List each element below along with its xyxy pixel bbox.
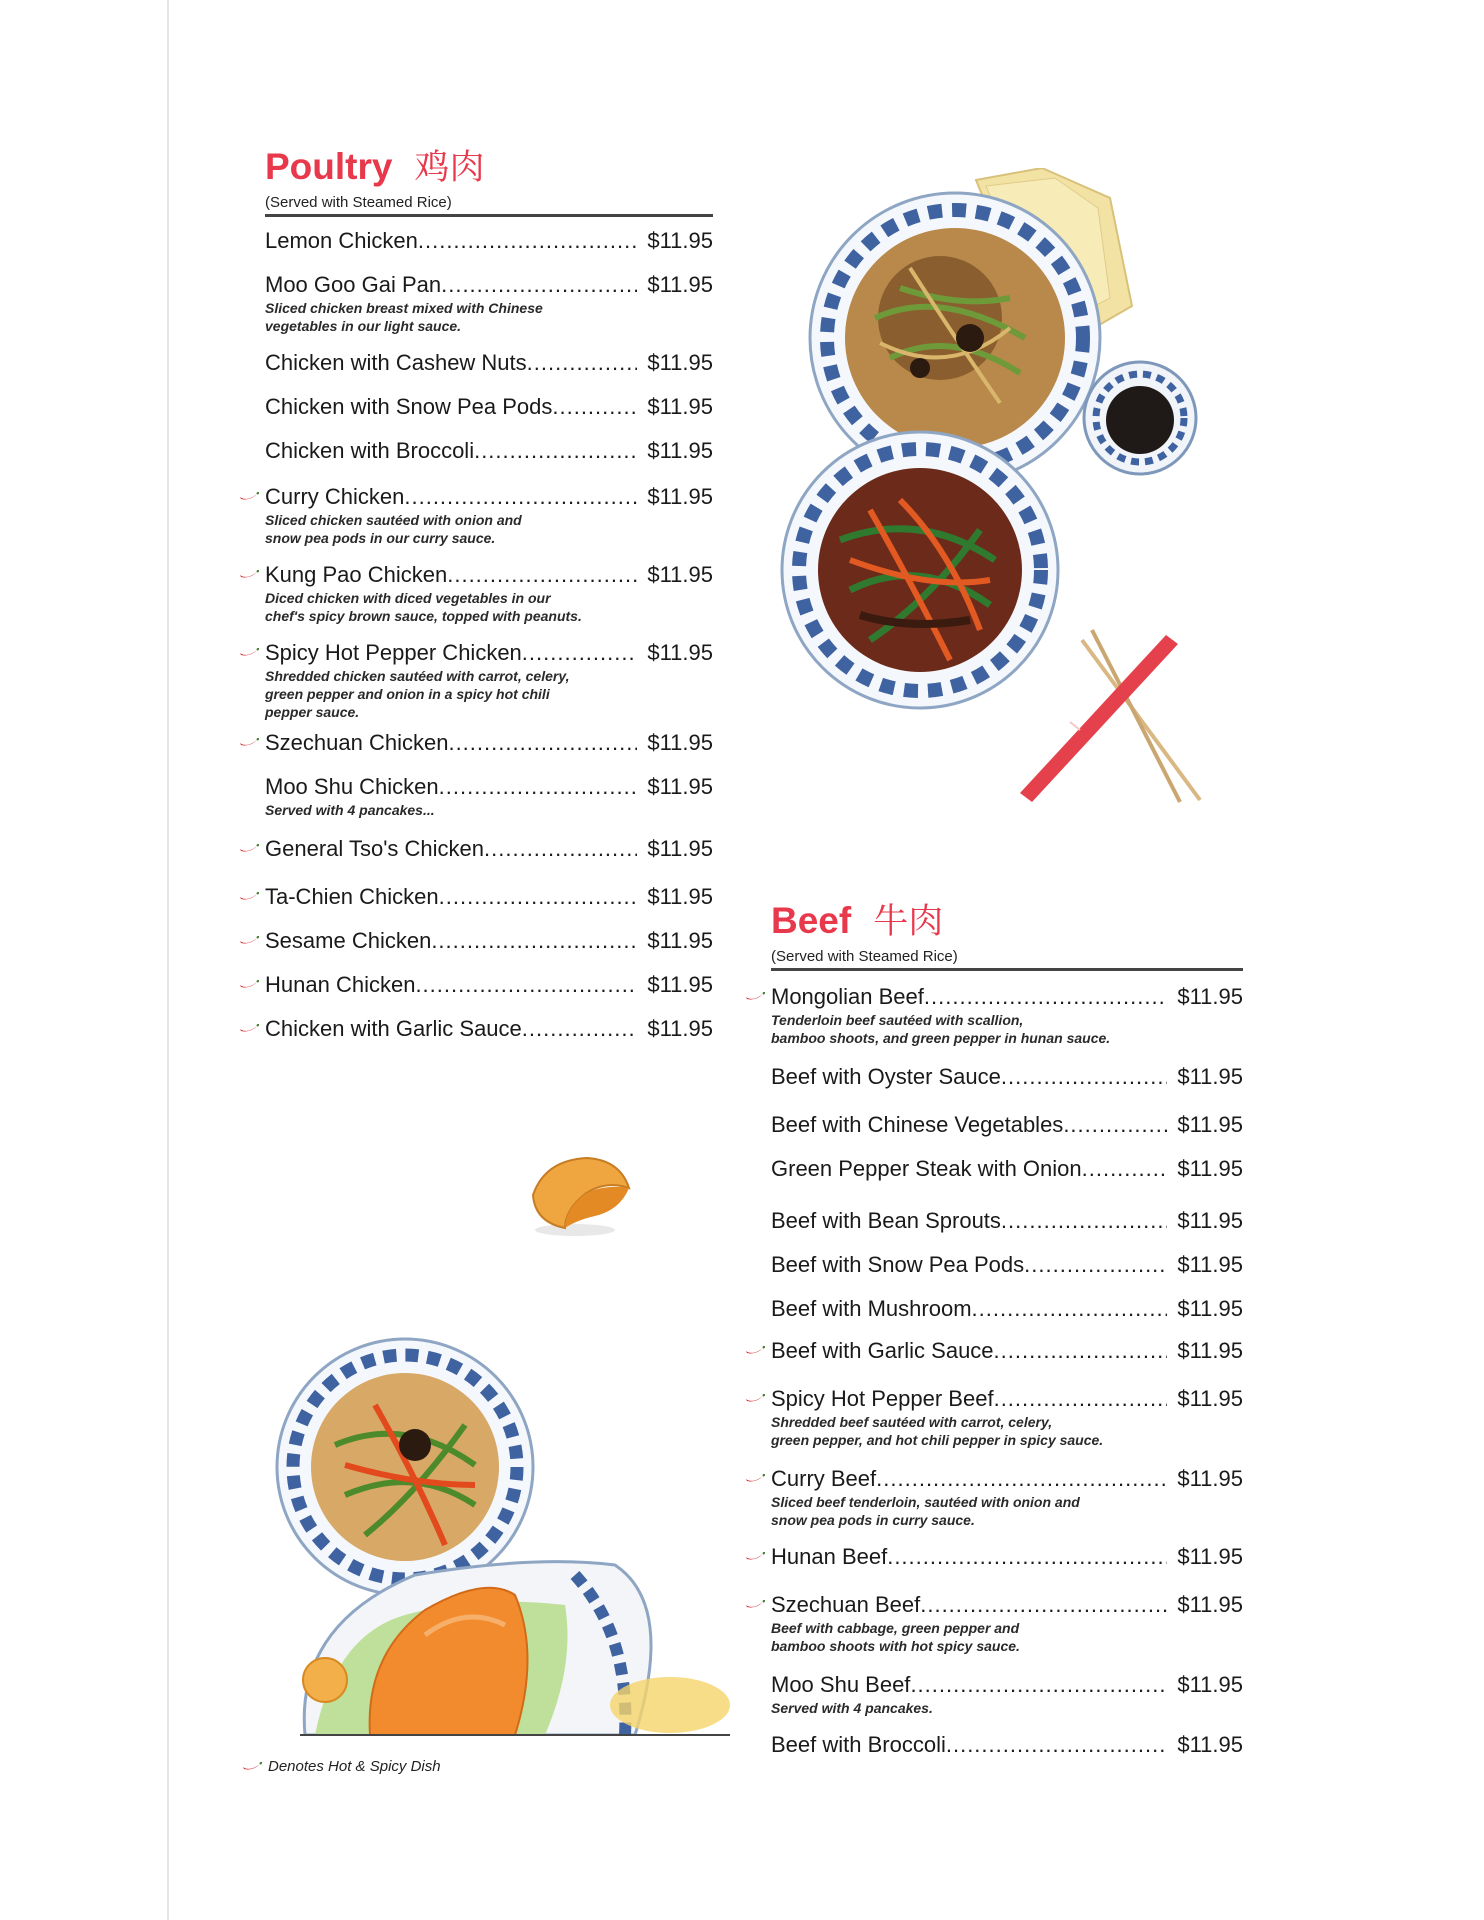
menu-item-price: $11.95	[647, 1016, 713, 1041]
menu-item-price: $11.95	[1177, 1252, 1243, 1277]
poultry-menu-item	[265, 394, 713, 420]
poultry-menu-item	[265, 928, 713, 954]
poultry-title-cn: 鸡肉	[414, 148, 485, 188]
dot-leader	[972, 1296, 1168, 1322]
menu-item-row	[771, 1386, 1243, 1412]
menu-item-name: Beef with Oyster Sauce	[771, 1064, 1001, 1089]
fortune-cookie-photo	[525, 1150, 635, 1240]
dot-leader	[447, 562, 637, 588]
menu-item-row	[265, 928, 713, 954]
menu-item-row	[265, 640, 713, 666]
beef-menu-item	[771, 1592, 1243, 1655]
menu-item-row	[265, 272, 713, 298]
menu-item-row	[771, 1156, 1243, 1182]
menu-item-price: $11.95	[1177, 1296, 1243, 1321]
menu-item-price: $11.95	[1177, 1064, 1243, 1089]
menu-item-row	[265, 438, 713, 464]
menu-item-price: $11.95	[1177, 1732, 1243, 1757]
poultry-menu-item	[265, 228, 713, 254]
menu-item-row	[265, 730, 713, 756]
chili-pepper-icon	[745, 1394, 765, 1404]
poultry-menu-item	[265, 730, 713, 756]
menu-item-price: $11.95	[1177, 1466, 1243, 1491]
dot-leader	[431, 928, 637, 954]
chili-pepper-icon	[239, 492, 259, 502]
dot-leader	[876, 1466, 1167, 1492]
menu-item-row	[771, 984, 1243, 1010]
menu-item-row	[771, 1338, 1243, 1364]
poultry-menu-item	[265, 272, 713, 335]
menu-item-row	[265, 774, 713, 800]
chili-pepper-icon	[745, 1600, 765, 1610]
menu-item-name: Curry Chicken	[265, 484, 405, 509]
menu-item-description: Served with 4 pancakes.	[771, 1700, 933, 1716]
menu-item-name: Hunan Beef	[771, 1544, 888, 1569]
shredded-beef-dish-photo	[780, 430, 1220, 820]
dot-leader	[484, 836, 637, 862]
menu-item-name: Beef with Mushroom	[771, 1296, 972, 1321]
menu-item-price: $11.95	[1177, 1672, 1243, 1697]
menu-item-row	[265, 394, 713, 420]
dot-leader	[994, 1386, 1168, 1412]
beef-menu-item	[771, 1064, 1243, 1090]
dot-leader	[924, 984, 1167, 1010]
chili-pepper-icon	[239, 1024, 259, 1034]
chili-pepper-icon	[242, 1762, 262, 1772]
footnote	[242, 1758, 441, 1775]
dot-leader	[1001, 1064, 1167, 1090]
menu-item-name: Beef with Bean Sprouts	[771, 1208, 1001, 1233]
menu-item-name: Moo Shu Beef	[771, 1672, 911, 1697]
beef-menu-item	[771, 984, 1243, 1047]
dot-leader	[522, 640, 638, 666]
dot-leader	[527, 350, 638, 376]
footnote-text: Denotes Hot & Spicy Dish	[268, 1758, 441, 1775]
menu-item-row	[771, 1544, 1243, 1570]
scan-edge	[167, 0, 169, 1920]
poultry-menu-item	[265, 774, 713, 819]
menu-item-name: Beef with Garlic Sauce	[771, 1338, 994, 1363]
bottom-rule	[300, 1734, 730, 1736]
poultry-title-en: Poultry	[265, 146, 393, 187]
menu-item-name: Curry Beef	[771, 1466, 877, 1491]
menu-item-price: $11.95	[647, 774, 713, 799]
dot-leader	[1082, 1156, 1168, 1182]
poultry-menu-item	[265, 1016, 713, 1042]
menu-item-price: $11.95	[647, 484, 713, 509]
poultry-menu-item	[265, 438, 713, 464]
chili-pepper-icon	[745, 992, 765, 1002]
menu-item-row	[265, 972, 713, 998]
menu-item-name: Lemon Chicken	[265, 228, 418, 253]
chili-pepper-icon	[745, 1346, 765, 1356]
menu-item-name: Beef with Snow Pea Pods	[771, 1252, 1025, 1277]
menu-item-description: Shredded beef sautéed with carrot, celery, green pepper, and hot chili pepper in spicy sauce.	[771, 1414, 1104, 1448]
dot-leader	[946, 1732, 1167, 1758]
menu-item-price: $11.95	[647, 394, 713, 419]
chili-pepper-icon	[239, 936, 259, 946]
menu-item-price: $11.95	[647, 972, 713, 997]
menu-item-price: $11.95	[1177, 1386, 1243, 1411]
dot-leader	[522, 1016, 638, 1042]
menu-item-price: $11.95	[647, 884, 713, 909]
dot-leader	[920, 1592, 1167, 1618]
menu-item-name: Mongolian Beef	[771, 984, 924, 1009]
menu-item-row	[771, 1672, 1243, 1698]
menu-item-name: Beef with Chinese Vegetables	[771, 1112, 1064, 1137]
menu-item-name: Chicken with Broccoli	[265, 438, 475, 463]
dot-leader	[910, 1672, 1167, 1698]
menu-item-row	[265, 562, 713, 588]
poultry-title	[265, 140, 713, 190]
dot-leader	[448, 730, 637, 756]
menu-item-description: Sliced beef tenderloin, sautéed with onion and snow pea pods in curry sauce.	[771, 1494, 1080, 1528]
menu-item-row	[265, 884, 713, 910]
menu-item-name: Chicken with Snow Pea Pods	[265, 394, 553, 419]
menu-item-name: Spicy Hot Pepper Beef	[771, 1386, 994, 1411]
menu-item-price: $11.95	[1177, 1544, 1243, 1569]
menu-item-price: $11.95	[647, 350, 713, 375]
menu-item-price: $11.95	[647, 438, 713, 463]
menu-item-name: Szechuan Chicken	[265, 730, 449, 755]
menu-item-row	[771, 1296, 1243, 1322]
beef-section	[771, 894, 1243, 1774]
menu-item-name: Sesame Chicken	[265, 928, 432, 953]
beef-menu-item	[771, 1544, 1243, 1570]
dot-leader	[1024, 1252, 1167, 1278]
beef-menu-item	[771, 1208, 1243, 1234]
beef-menu-item	[771, 1112, 1243, 1138]
menu-item-price: $11.95	[1177, 984, 1243, 1009]
dot-leader	[415, 972, 637, 998]
dot-leader	[887, 1544, 1167, 1570]
beef-menu-item	[771, 1252, 1243, 1278]
menu-item-name: Green Pepper Steak with Onion	[771, 1156, 1082, 1181]
menu-item-description: Served with 4 pancakes...	[265, 802, 435, 818]
dot-leader	[474, 438, 637, 464]
menu-item-row	[771, 1112, 1243, 1138]
menu-item-row	[265, 1016, 713, 1042]
menu-item-row	[771, 1208, 1243, 1234]
menu-item-price: $11.95	[647, 928, 713, 953]
menu-item-name: General Tso's Chicken	[265, 836, 485, 861]
menu-item-price: $11.95	[1177, 1156, 1243, 1181]
menu-item-description: Beef with cabbage, green pepper and bamboo shoots with hot spicy sauce.	[771, 1620, 1020, 1654]
menu-item-price: $11.95	[1177, 1592, 1243, 1617]
menu-item-price: $11.95	[647, 562, 713, 587]
menu-item-row	[771, 1732, 1243, 1758]
poultry-menu-item	[265, 836, 713, 862]
menu-item-row	[771, 1466, 1243, 1492]
dot-leader	[994, 1338, 1168, 1364]
menu-item-name: Ta-Chien Chicken	[265, 884, 439, 909]
menu-item-price: $11.95	[647, 836, 713, 861]
beef-menu-item	[771, 1732, 1243, 1758]
menu-item-row	[771, 1592, 1243, 1618]
poultry-menu-item	[265, 484, 713, 547]
poultry-menu-item	[265, 562, 713, 625]
chili-pepper-icon	[239, 844, 259, 854]
chili-pepper-icon	[239, 648, 259, 658]
poultry-note: (Served with Steamed Rice)	[265, 194, 452, 211]
beef-menu-item	[771, 1296, 1243, 1322]
menu-item-name: Moo Shu Chicken	[265, 774, 439, 799]
dot-leader	[404, 484, 637, 510]
beef-menu-item	[771, 1466, 1243, 1529]
chili-pepper-icon	[239, 980, 259, 990]
poultry-rule	[265, 214, 713, 217]
beef-title-cn: 牛肉	[873, 902, 944, 942]
menu-item-name: Spicy Hot Pepper Chicken	[265, 640, 522, 665]
poultry-menu-item	[265, 884, 713, 910]
menu-item-row	[265, 228, 713, 254]
menu-item-price: $11.95	[647, 272, 713, 297]
menu-item-description: Sliced chicken breast mixed with Chinese vegetables in our light sauce.	[265, 300, 543, 334]
menu-item-price: $11.95	[647, 228, 713, 253]
menu-item-name: Chicken with Garlic Sauce	[265, 1016, 522, 1041]
chili-pepper-icon	[745, 1474, 765, 1484]
chili-pepper-icon	[745, 1552, 765, 1562]
chili-pepper-icon	[239, 738, 259, 748]
poultry-menu-item	[265, 640, 713, 721]
beef-menu-item	[771, 1386, 1243, 1449]
chicken-dish-photo	[275, 1335, 735, 1735]
menu-item-price: $11.95	[1177, 1112, 1243, 1137]
dot-leader	[1001, 1208, 1167, 1234]
beef-menu-item	[771, 1672, 1243, 1717]
poultry-menu-item	[265, 972, 713, 998]
menu-item-name: Chicken with Cashew Nuts	[265, 350, 527, 375]
menu-item-price: $11.95	[1177, 1338, 1243, 1363]
menu-item-row	[265, 484, 713, 510]
menu-item-row	[265, 350, 713, 376]
menu-item-name: Szechuan Beef	[771, 1592, 921, 1617]
chili-pepper-icon	[239, 892, 259, 902]
beef-menu-item	[771, 1156, 1243, 1182]
beef-note: (Served with Steamed Rice)	[771, 948, 958, 965]
menu-item-price: $11.95	[647, 730, 713, 755]
dot-leader	[552, 394, 637, 420]
menu-item-description: Sliced chicken sautéed with onion and snow pea pods in our curry sauce.	[265, 512, 522, 546]
poultry-menu-item	[265, 350, 713, 376]
menu-item-name: Hunan Chicken	[265, 972, 416, 997]
menu-item-name: Beef with Broccoli	[771, 1732, 946, 1757]
menu-item-row	[265, 836, 713, 862]
dot-leader	[441, 272, 637, 298]
menu-item-row	[771, 1252, 1243, 1278]
beef-menu-item	[771, 1338, 1243, 1364]
menu-item-price: $11.95	[647, 640, 713, 665]
dot-leader	[439, 774, 638, 800]
menu-item-description: Tenderloin beef sautéed with scallion, bamboo shoots, and green pepper in hunan sauce.	[771, 1012, 1111, 1046]
dot-leader	[418, 228, 637, 254]
menu-item-description: Diced chicken with diced vegetables in our chef's spicy brown sauce, topped with peanuts.	[265, 590, 582, 624]
dot-leader	[439, 884, 638, 910]
beef-title-en: Beef	[771, 900, 852, 941]
menu-item-row	[771, 1064, 1243, 1090]
menu-item-description: Shredded chicken sautéed with carrot, celery, green pepper and onion in a spicy hot chili pepper sauce.	[265, 668, 570, 720]
beef-rule	[771, 968, 1243, 971]
chili-pepper-icon	[239, 570, 259, 580]
dot-leader	[1063, 1112, 1167, 1138]
menu-item-name: Moo Goo Gai Pan	[265, 272, 442, 297]
poultry-section	[265, 140, 713, 1070]
beef-title	[771, 894, 1243, 944]
menu-item-price: $11.95	[1177, 1208, 1243, 1233]
menu-item-name: Kung Pao Chicken	[265, 562, 448, 587]
